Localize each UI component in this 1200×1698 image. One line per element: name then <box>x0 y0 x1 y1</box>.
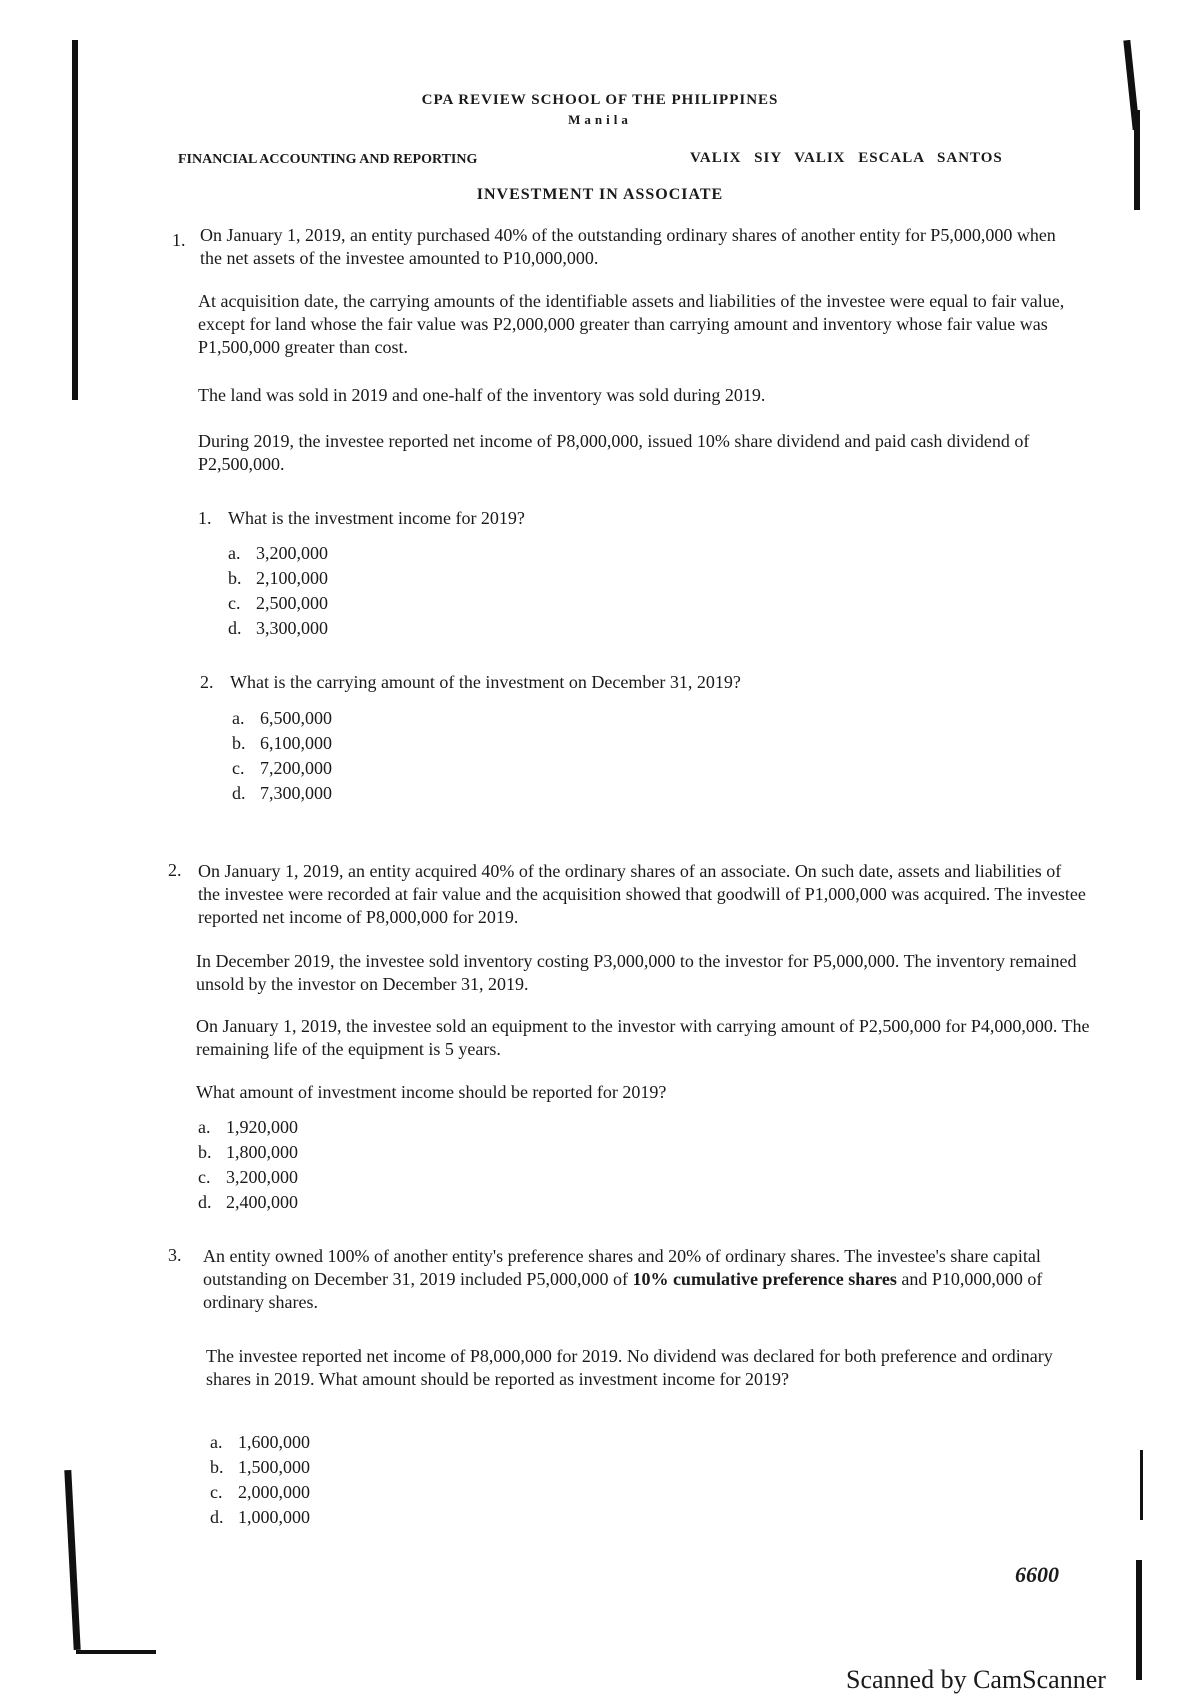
choice-item: c. 7,200,000 <box>232 758 332 778</box>
bold-text: 10% cumulative preference shares <box>632 1269 897 1289</box>
question-text: What is the investment income for 2019? <box>228 508 525 528</box>
scan-shadow-left-corner <box>76 1650 156 1654</box>
question-text: What is the carrying amount of the investment on December 31, 2019? <box>230 672 741 692</box>
choice-item: d. 2,400,000 <box>198 1192 298 1212</box>
subject-title: FINANCIAL ACCOUNTING AND REPORTING <box>178 152 478 167</box>
problem-number: 2. <box>168 860 182 880</box>
problem-3-paragraph: The investee reported net income of P8,000,000 for 2019. No dividend was declared for both preference and ordinary shares in 2019. What amount should be reported as investment income for 2019? <box>206 1346 1053 1389</box>
problem-1-intro: On January 1, 2019, an entity purchased 40% of the outstanding ordinary shares of another entity for P5,000,000 when the net assets of the investee amounted to P10,000,000. <box>200 225 1056 268</box>
problem-1-paragraph: During 2019, the investee reported net income of P8,000,000, issued 10% share dividend and paid cash dividend of P2,500,000. <box>198 431 1030 474</box>
question-text: What amount of investment income should be reported for 2019? <box>196 1082 667 1102</box>
choice-item: c. 2,000,000 <box>210 1482 310 1502</box>
problem-2-paragraph: On January 1, 2019, the investee sold an equipment to the investor with carrying amount of P2,500,000 for P4,000,000. The remaining life of the equipment is 5 years. <box>196 1016 1090 1059</box>
choice-item: a. 1,600,000 <box>210 1432 310 1452</box>
choice-item: a. 6,500,000 <box>232 708 332 728</box>
school-city: Manila <box>568 112 632 127</box>
problem-1-paragraph: The land was sold in 2019 and one-half of the inventory was sold during 2019. <box>198 385 766 405</box>
choice-list <box>232 706 332 806</box>
choice-list <box>210 1430 310 1530</box>
scanner-watermark: Scanned by CamScanner <box>846 1665 1106 1694</box>
question-number: 1. <box>198 508 212 528</box>
scan-shadow-left-bottom <box>64 1470 80 1650</box>
scan-shadow-right-mid <box>1140 1450 1143 1520</box>
choice-list <box>228 541 328 641</box>
scan-shadow-right-bottom <box>1136 1560 1142 1680</box>
problem-3-paragraph: An entity owned 100% of another entity's preference shares and 20% of ordinary shares. The investee's share capital outstanding on December 31, 2019 included P5,000,000 of 10% cumulative preference shares and P10,000,000 of ordinary shares. <box>203 1246 1043 1312</box>
topic-title: INVESTMENT IN ASSOCIATE <box>476 186 724 203</box>
choice-item: c. 3,200,000 <box>198 1167 298 1187</box>
problem-number: 1. <box>172 230 186 250</box>
question-number: 2. <box>200 672 214 692</box>
choice-item: a. 1,920,000 <box>198 1117 298 1137</box>
problem-1-paragraph: At acquisition date, the carrying amounts of the identifiable assets and liabilities of the investee were equal to fair value, except for land whose the fair value was P2,000,000 greater than carrying amount and inventory whose fair value was P1,500,000 greater than cost. <box>198 291 1065 357</box>
choice-item: c. 2,500,000 <box>228 593 328 613</box>
choice-item: d. 1,000,000 <box>210 1507 310 1527</box>
problem-2-paragraph: On January 1, 2019, an entity acquired 40% of the ordinary shares of an associate. On such date, assets and liabilities of the investee were recorded at fair value and the acquisition showed that goodwill of P1,000,000 was acquired. The investee reported net income of P8,000,000 for 2019. <box>198 861 1086 927</box>
choice-item: d. 7,300,000 <box>232 783 332 803</box>
choice-item: d. 3,300,000 <box>228 618 328 638</box>
choice-item: b. 1,500,000 <box>210 1457 310 1477</box>
problem-2-paragraph: In December 2019, the investee sold inventory costing P3,000,000 to the investor for P5,000,000. The inventory remained unsold by the investor on December 31, 2019. <box>196 951 1077 994</box>
authors: VALIX SIY VALIX ESCALA SANTOS <box>690 150 1003 166</box>
choice-item: b. 6,100,000 <box>232 733 332 753</box>
problem-number: 3. <box>168 1245 182 1265</box>
school-name: CPA REVIEW SCHOOL OF THE PHILIPPINES <box>421 92 779 108</box>
page-stamp-number: 6600 <box>1015 1562 1059 1587</box>
choice-item: b. 2,100,000 <box>228 568 328 588</box>
choice-list <box>198 1115 298 1215</box>
choice-item: a. 3,200,000 <box>228 543 328 563</box>
choice-item: b. 1,800,000 <box>198 1142 298 1162</box>
